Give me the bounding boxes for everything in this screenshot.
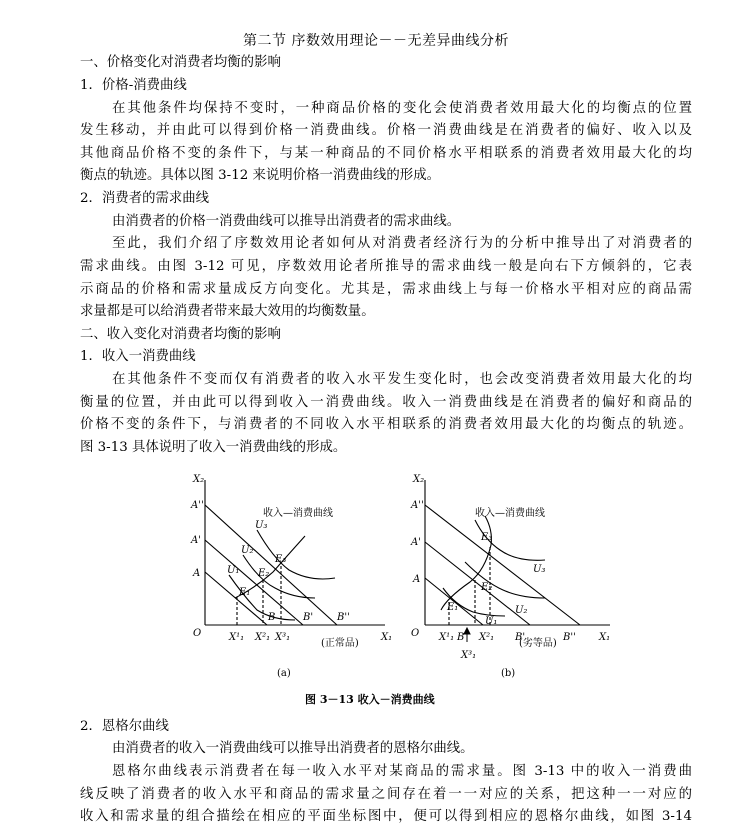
subheading-1-1: 1．价格-消费曲线	[80, 78, 187, 93]
b-x-label: X₁	[599, 632, 611, 643]
figure-3-13	[185, 470, 625, 710]
a-budget-line-3	[205, 505, 337, 625]
subheading-2-1: 1．收入一消费曲线	[80, 349, 196, 364]
b-intercept-x3: B''	[563, 632, 576, 643]
figure-svg	[185, 470, 625, 710]
a-tick-2: X²₁	[255, 632, 271, 643]
paragraph-line: 衡量的位置，并由此可以得到收入一消费曲线。收入一消费曲线是在消费者的偏好和商品的	[80, 395, 692, 410]
b-goods-label: (劣等品)	[519, 638, 557, 649]
b-u3: U₃	[533, 564, 546, 575]
a-e1: E₁	[239, 587, 251, 598]
b-tick-1: X¹₁	[439, 632, 455, 643]
subheading-1-2: 2．消费者的需求曲线	[80, 191, 210, 206]
b-u2: U₂	[515, 605, 528, 616]
a-curve-label: 收入—消费曲线	[263, 508, 333, 519]
b-y-label: X₂	[413, 474, 425, 485]
heading-1: 一、价格变化对消费者均衡的影响	[80, 55, 281, 70]
figure-caption: 图 3－13 收入－消费曲线	[305, 693, 435, 706]
b-e3: E₃	[481, 532, 493, 543]
paragraph-line: 图 3-13 具体说明了收入一消费曲线的形成。	[80, 440, 347, 455]
paragraph-line: 在其他条件不变而仅有消费者的收入水平发生变化时，也会改变消费者效用最大化的均	[112, 372, 692, 387]
a-intercept-y1: A	[193, 568, 201, 579]
a-y-label: X₂	[193, 474, 205, 485]
a-intercept-x3: B''	[337, 612, 350, 623]
a-goods-label: (正常品)	[321, 638, 359, 649]
section-title: 第二节 序数效用理论－－无差异曲线分析	[243, 33, 509, 49]
a-intercept-y3: A''	[191, 500, 204, 511]
paragraph-line: 恩格尔曲线表示消费者在每一收入水平对某商品的需求量。图 3-13 中的收入一消费曲	[112, 764, 692, 779]
b-intercept-x1: B	[457, 632, 465, 643]
paragraph-line: 线反映了消费者的收入水平和商品的需求量之间存在着一一对应的关系，把这种一一对应的	[80, 787, 692, 802]
a-tick-1: X¹₁	[229, 632, 245, 643]
b-tick-3: X³₁	[461, 650, 477, 661]
heading-2: 二、收入变化对消费者均衡的影响	[80, 327, 281, 342]
a-intercept-y2: A'	[191, 535, 201, 546]
b-e2: E₂	[481, 582, 493, 593]
paragraph-line: 其他商品价格不变的条件下，与某一种商品的不同价格水平相联系的消费者效用最大化的均	[80, 146, 692, 161]
b-u1: U₁	[485, 616, 498, 627]
a-u1: U₁	[227, 565, 240, 576]
b-intercept-x2: B'	[515, 632, 526, 643]
a-x-label: X₁	[381, 632, 393, 643]
paragraph-line: 在其他条件均保持不变时，一种商品价格的变化会使消费者效用最大化的均衡点的位置	[112, 101, 692, 116]
a-sublabel: (a)	[277, 668, 291, 679]
b-sublabel: (b)	[501, 668, 516, 679]
a-tick-3: X³₁	[275, 632, 291, 643]
b-intercept-y1: A	[413, 574, 421, 585]
a-u2: U₂	[241, 545, 254, 556]
a-e2: E₂	[258, 568, 270, 579]
b-origin: O	[411, 628, 420, 639]
paragraph-line: 至此，我们介绍了序数效用论者如何从对消费者经济行为的分析中推导出了对消费者的	[112, 236, 692, 251]
paragraph-line: 收入和需求量的组合描绘在相应的平面坐标图中，便可以得到相应的恩格尔曲线，如图 3-14	[80, 809, 692, 824]
paragraph-line: 求量都是可以给消费者带来最大效用的均衡数量。	[80, 304, 375, 319]
a-budget-line-1	[205, 572, 267, 625]
paragraph-line: 价格不变的条件下，与消费者的不同收入水平相联系的消费者效用最大化的均衡点的轨迹。	[80, 417, 692, 432]
b-curve-label: 收入—消费曲线	[475, 508, 545, 519]
b-arrow-head	[464, 628, 470, 634]
paragraph-line: 示商品的价格和需求量成反方向变化。尤其是，需求曲线上与每一价格水平相对应的商品需	[80, 282, 692, 297]
paragraph-line: 发生移动，并由此可以得到价格一消费曲线。价格一消费曲线是在消费者的偏好、收入以及	[80, 123, 692, 138]
a-e3: E₃	[275, 554, 287, 565]
subheading-2-2: 2．恩格尔曲线	[80, 719, 169, 734]
a-origin: O	[193, 628, 202, 639]
a-intercept-x2: B'	[303, 612, 314, 623]
b-tick-2: X²₁	[479, 632, 495, 643]
a-intercept-x1: B	[268, 612, 276, 623]
b-intercept-y3: A''	[411, 500, 424, 511]
paragraph-line: 衡点的轨迹。具体以图 3-12 来说明价格一消费曲线的形成。	[80, 168, 440, 183]
a-u3: U₃	[255, 520, 268, 531]
b-e1: E₁	[447, 602, 459, 613]
paragraph-line: 由消费者的收入一消费曲线可以推导出消费者的恩格尔曲线。	[112, 741, 474, 756]
a-budget-line-2	[205, 540, 303, 625]
b-intercept-y2: A'	[411, 537, 421, 548]
paragraph-line: 需求曲线。由图 3-12 可见，序数效用论者所推导的需求曲线一般是向右下方倾斜的，它表	[80, 259, 692, 274]
paragraph-line: 由消费者的价格一消费曲线可以推导出消费者的需求曲线。	[112, 214, 461, 229]
